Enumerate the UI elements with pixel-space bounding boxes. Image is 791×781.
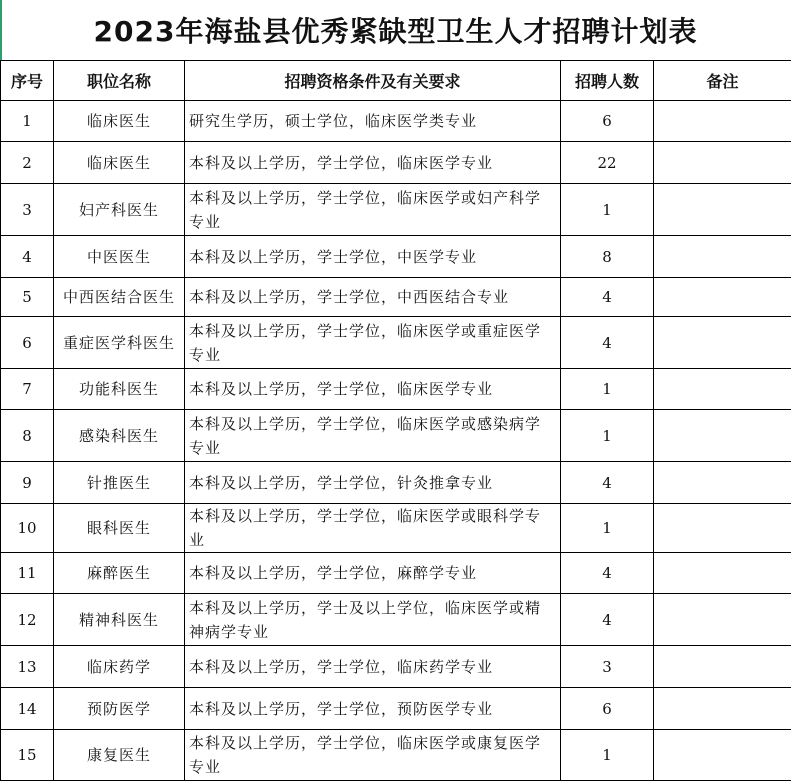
row-count: 1 bbox=[561, 184, 654, 236]
row-serial: 13 bbox=[1, 646, 54, 688]
row-count: 6 bbox=[561, 688, 654, 730]
table-row bbox=[1, 101, 791, 142]
row-requirement: 本科及以上学历，学士学位，临床医学专业 bbox=[185, 142, 561, 184]
row-position: 针推医生 bbox=[54, 462, 185, 504]
row-position: 临床医生 bbox=[54, 101, 185, 142]
row-requirement: 本科及以上学历，学士学位，预防医学专业 bbox=[185, 688, 561, 730]
row-count: 22 bbox=[561, 142, 654, 184]
row-note bbox=[654, 317, 791, 369]
table-row bbox=[1, 730, 791, 781]
row-count: 1 bbox=[561, 369, 654, 410]
row-serial: 10 bbox=[1, 504, 54, 553]
row-position: 预防医学 bbox=[54, 688, 185, 730]
row-note bbox=[654, 184, 791, 236]
row-position: 妇产科医生 bbox=[54, 184, 185, 236]
table-row bbox=[1, 184, 791, 236]
table-row bbox=[1, 504, 791, 553]
table-row bbox=[1, 553, 791, 594]
row-serial: 4 bbox=[1, 236, 54, 278]
row-count: 1 bbox=[561, 730, 654, 781]
table-row bbox=[1, 410, 791, 462]
row-requirement: 本科及以上学历，学士学位，临床医学或眼科学专业 bbox=[185, 504, 561, 553]
row-count: 4 bbox=[561, 594, 654, 646]
row-serial: 2 bbox=[1, 142, 54, 184]
header-count: 招聘人数 bbox=[561, 61, 654, 101]
row-count: 8 bbox=[561, 236, 654, 278]
row-requirement: 本科及以上学历，学士学位，中医学专业 bbox=[185, 236, 561, 278]
recruitment-plan-table bbox=[0, 60, 791, 781]
row-note bbox=[654, 278, 791, 317]
row-note bbox=[654, 730, 791, 781]
table-row bbox=[1, 688, 791, 730]
row-note bbox=[654, 369, 791, 410]
row-requirement: 本科及以上学历，学士学位，临床医学或感染病学专业 bbox=[185, 410, 561, 462]
row-serial: 9 bbox=[1, 462, 54, 504]
row-position: 临床医生 bbox=[54, 142, 185, 184]
row-count: 4 bbox=[561, 317, 654, 369]
row-note bbox=[654, 688, 791, 730]
table-row bbox=[1, 317, 791, 369]
row-note bbox=[654, 553, 791, 594]
row-serial: 3 bbox=[1, 184, 54, 236]
row-count: 1 bbox=[561, 410, 654, 462]
row-note bbox=[654, 410, 791, 462]
table-row bbox=[1, 369, 791, 410]
row-position: 重症医学科医生 bbox=[54, 317, 185, 369]
row-serial: 1 bbox=[1, 101, 54, 142]
row-requirement: 研究生学历，硕士学位，临床医学类专业 bbox=[185, 101, 561, 142]
table-header-row bbox=[1, 61, 791, 101]
header-position: 职位名称 bbox=[54, 61, 185, 101]
row-serial: 6 bbox=[1, 317, 54, 369]
row-count: 6 bbox=[561, 101, 654, 142]
row-note bbox=[654, 236, 791, 278]
row-note bbox=[654, 101, 791, 142]
row-serial: 5 bbox=[1, 278, 54, 317]
row-position: 眼科医生 bbox=[54, 504, 185, 553]
row-count: 4 bbox=[561, 278, 654, 317]
table-row bbox=[1, 646, 791, 688]
row-count: 4 bbox=[561, 553, 654, 594]
row-serial: 8 bbox=[1, 410, 54, 462]
table-row bbox=[1, 462, 791, 504]
row-position: 中医医生 bbox=[54, 236, 185, 278]
row-requirement: 本科及以上学历，学士学位，麻醉学专业 bbox=[185, 553, 561, 594]
row-serial: 14 bbox=[1, 688, 54, 730]
row-count: 3 bbox=[561, 646, 654, 688]
header-requirements: 招聘资格条件及有关要求 bbox=[185, 61, 561, 101]
row-requirement: 本科及以上学历，学士学位，临床药学专业 bbox=[185, 646, 561, 688]
header-note: 备注 bbox=[654, 61, 791, 101]
row-requirement: 本科及以上学历，学士学位，临床医学或康复医学专业 bbox=[185, 730, 561, 781]
row-requirement: 本科及以上学历，学士学位，临床医学或妇产科学专业 bbox=[185, 184, 561, 236]
row-count: 1 bbox=[561, 504, 654, 553]
row-position: 精神科医生 bbox=[54, 594, 185, 646]
row-requirement: 本科及以上学历，学士学位，中西医结合专业 bbox=[185, 278, 561, 317]
row-note bbox=[654, 594, 791, 646]
table-row bbox=[1, 142, 791, 184]
row-requirement: 本科及以上学历，学士及以上学位，临床医学或精神病学专业 bbox=[185, 594, 561, 646]
row-position: 功能科医生 bbox=[54, 369, 185, 410]
table-row bbox=[1, 278, 791, 317]
page-title: 2023年海盐县优秀紧缺型卫生人才招聘计划表 bbox=[0, 0, 791, 60]
row-position: 中西医结合医生 bbox=[54, 278, 185, 317]
row-serial: 12 bbox=[1, 594, 54, 646]
row-requirement: 本科及以上学历，学士学位，针灸推拿专业 bbox=[185, 462, 561, 504]
row-note bbox=[654, 142, 791, 184]
row-position: 麻醉医生 bbox=[54, 553, 185, 594]
row-serial: 11 bbox=[1, 553, 54, 594]
row-requirement: 本科及以上学历，学士学位，临床医学或重症医学专业 bbox=[185, 317, 561, 369]
header-serial: 序号 bbox=[1, 61, 54, 101]
row-count: 4 bbox=[561, 462, 654, 504]
row-requirement: 本科及以上学历，学士学位，临床医学专业 bbox=[185, 369, 561, 410]
row-position: 感染科医生 bbox=[54, 410, 185, 462]
row-position: 康复医生 bbox=[54, 730, 185, 781]
row-serial: 7 bbox=[1, 369, 54, 410]
row-note bbox=[654, 504, 791, 553]
row-position: 临床药学 bbox=[54, 646, 185, 688]
row-note bbox=[654, 462, 791, 504]
table-row bbox=[1, 594, 791, 646]
row-serial: 15 bbox=[1, 730, 54, 781]
row-note bbox=[654, 646, 791, 688]
table-row bbox=[1, 236, 791, 278]
